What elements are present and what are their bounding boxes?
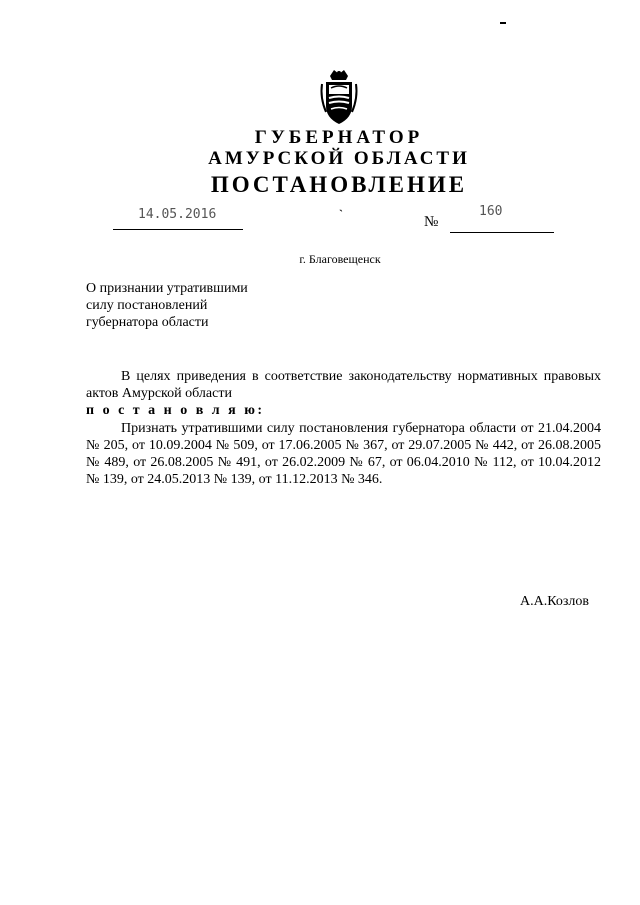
number-sign: №: [424, 214, 439, 230]
document-subject: [86, 280, 248, 331]
document-type-title: ПОСТАНОВЛЕНИЕ: [210, 172, 468, 197]
scan-mark: [500, 22, 506, 24]
scan-tick-mark: ˋ: [339, 207, 343, 221]
header-region: АМУРСКОЙ ОБЛАСТИ: [208, 148, 470, 169]
decree-word: п о с т а н о в л я ю:: [86, 403, 265, 419]
signature-name: А.А.Козлов: [520, 594, 589, 609]
document-number: 160: [479, 204, 503, 219]
document-body: [86, 368, 601, 488]
subject-line: силу постановлений: [86, 298, 208, 313]
intro-paragraph: В целях приведения в соответствие законодательству нормативных правовых актов Амурской области: [86, 369, 601, 402]
header-governor: ГУБЕРНАТОР: [254, 127, 424, 148]
number-underline: [450, 232, 554, 233]
date-underline: [113, 229, 243, 230]
subject-line: губернатора области: [86, 315, 209, 330]
decree-paragraph: Признать утратившими силу постановления губернатора области от 21.04.2004 № 205, от 10.09.2004 № 509, от 17.06.2005 № 367, от 29.07.2005 № 442, от 26.08.2005 № 489, от 26.08.2005 № 491, от 26.02.2009 № 67, от 06.04.2010 № 112, от 10.04.2012 № 139, от 24.05.2013 № 139, от 11.12.2013 № 346.: [86, 420, 601, 488]
document-date: 14.05.2016: [138, 207, 217, 222]
city-name: г. Благовещенск: [299, 252, 381, 266]
coat-of-arms-emblem: [318, 68, 360, 126]
subject-line: О признании утратившими: [86, 281, 248, 296]
